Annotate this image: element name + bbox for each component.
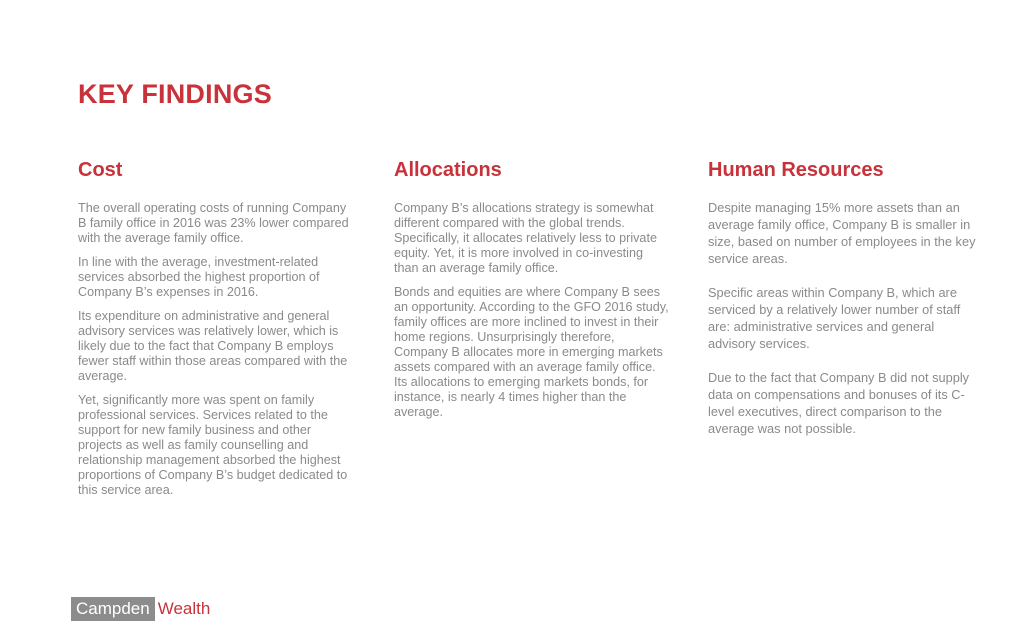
cost-heading: Cost — [78, 159, 123, 181]
cost-paragraph: In line with the average, investment-related services absorbed the highest proportion of Company B’s expenses in 2016. — [78, 255, 320, 299]
allocations-section — [394, 157, 670, 429]
human-resources-paragraph: Specific areas within Company B, which are serviced by a relatively lower number of staff are: administrative services and general advisory services. — [708, 285, 961, 351]
cost-section — [78, 157, 354, 507]
human-resources-section — [708, 157, 984, 454]
cost-paragraph: The overall operating costs of running Company B family office in 2016 was 23% lower compared with the average family office. — [78, 201, 349, 245]
allocations-paragraph: Company B’s allocations strategy is somewhat different compared with the global trends. Specifically, it allocates relatively less to private equity. Yet, it is more involved in co-investing than an average family office. — [394, 201, 657, 275]
logo-campden: Campden — [71, 597, 155, 621]
page-title: KEY FINDINGS — [78, 79, 272, 109]
human-resources-heading: Human Resources — [708, 159, 884, 181]
human-resources-paragraph: Due to the fact that Company B did not supply data on compensations and bonuses of its C-level executives, direct comparison to the average was not possible. — [708, 370, 970, 436]
campden-wealth-logo — [71, 597, 210, 621]
cost-paragraph: Its expenditure on administrative and general advisory services was relatively lower, which is likely due to the fact that Company B employs fewer staff within those areas compared with the average. — [78, 309, 348, 383]
logo-wealth: Wealth — [157, 599, 211, 618]
allocations-heading: Allocations — [394, 159, 502, 181]
cost-paragraph: Yet, significantly more was spent on family professional services. Services related to the support for new family business and other projects as well as family counselling and relationship management absorbed the highest proportions of Company B’s budget dedicated to this service area. — [78, 393, 348, 497]
human-resources-paragraph: Despite managing 15% more assets than an average family office, Company B is smaller in size, based on number of employees in the key service areas. — [708, 200, 976, 266]
allocations-paragraph: Bonds and equities are where Company B sees an opportunity. According to the GFO 2016 study, family offices are more inclined to invest in their home regions. Unsurprisingly therefore, Company B allocates more in emerging markets assets compared with an average family office. Its allocations to emerging markets bonds, for instance, is nearly 4 times higher than the average. — [394, 285, 669, 419]
